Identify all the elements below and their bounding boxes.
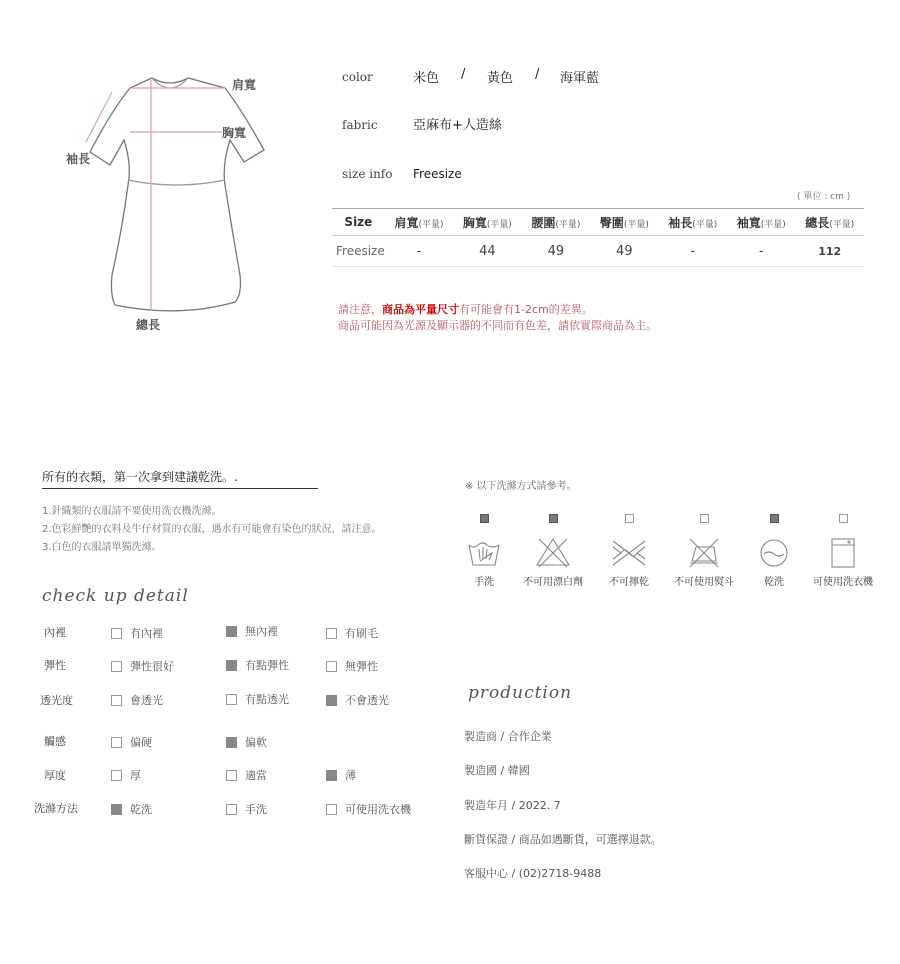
option-medium: 適當	[226, 767, 267, 783]
table-cell: 44	[453, 236, 521, 267]
header-length: 總長(平量)	[795, 209, 864, 236]
wash-label: 不可用漂白劑	[523, 577, 583, 588]
checkbox	[111, 695, 122, 706]
unit-note: ( 單位 : cm )	[797, 192, 851, 202]
length-label: 總長	[136, 318, 161, 332]
checkbox	[326, 628, 337, 639]
header-sleeve: 袖長(平量)	[659, 209, 727, 236]
fabric-label: fabric	[342, 118, 378, 132]
wash-item-no-iron	[666, 514, 742, 588]
care-line: 2.色彩鮮艷的衣料及牛仔材質的衣服，遇水有可能會有染色的狀況，請注意。	[42, 524, 382, 535]
color-option: 黃色	[487, 71, 514, 86]
care-line: 1.針織類的衣服請不要使用洗衣機洗滌。	[42, 506, 222, 517]
checkbox	[111, 661, 122, 672]
dry-clean-icon	[756, 537, 792, 569]
color-label: color	[342, 70, 373, 84]
check-detail-title: check up detail	[42, 586, 189, 606]
no-bleach-icon	[535, 537, 571, 569]
color-note: 商品可能因為光源及顯示器的不同而有色差，請依實際商品為主。	[338, 319, 657, 332]
option-thin: 薄	[326, 767, 356, 783]
checkbox-checked	[226, 626, 237, 637]
color-values	[413, 67, 599, 86]
checkbox-checked	[326, 770, 337, 781]
checkbox-checked	[770, 514, 779, 523]
chest-label: 胸寬	[222, 126, 247, 140]
checkbox	[839, 514, 848, 523]
separator: /	[535, 67, 540, 82]
checkbox-checked	[111, 804, 122, 815]
row-label-transparency: 透光度	[40, 694, 73, 707]
checkbox	[326, 661, 337, 672]
checkbox	[700, 514, 709, 523]
option-brushed: 有刷毛	[326, 625, 378, 641]
row-label-washing: 洗滌方法	[34, 802, 78, 815]
checkbox	[111, 628, 122, 639]
wash-label: 不可擰乾	[609, 577, 649, 588]
fabric-value: 亞麻布+人造絲	[413, 118, 502, 133]
wash-label: 手洗	[474, 577, 494, 588]
checkbox	[226, 694, 237, 705]
checkbox	[111, 737, 122, 748]
option-very-elastic: 彈性很好	[111, 658, 174, 674]
care-title: 所有的衣類，第一次拿到建議乾洗。.	[42, 468, 318, 489]
wash-item-no-bleach	[515, 514, 591, 588]
wash-item-dry-clean	[736, 514, 812, 588]
header-size: Size	[332, 209, 385, 236]
color-option: 米色	[413, 71, 440, 86]
no-iron-icon	[686, 537, 722, 569]
option-not-see-through: 不會透光	[326, 692, 389, 708]
option-some-elastic: 有點彈性	[226, 657, 289, 673]
option-hand-wash: 手洗	[226, 801, 267, 817]
checkbox-checked	[480, 514, 489, 523]
size-table	[332, 208, 864, 267]
wash-item-hand-wash	[446, 514, 522, 588]
production-line: 斷貨保證 / 商品如遇斷貨，可選擇退款。	[464, 833, 662, 846]
header-hip: 臀圍(平量)	[590, 209, 658, 236]
checkbox	[326, 804, 337, 815]
production-line: 製造國 / 韓國	[464, 764, 530, 777]
color-option: 海軍藍	[560, 71, 600, 86]
option-slightly-see-through: 有點透光	[226, 691, 289, 707]
shoulder-label: 肩寬	[232, 78, 257, 92]
table-cell: 112	[795, 236, 864, 267]
option-see-through: 會透光	[111, 692, 163, 708]
row-label-thickness: 厚度	[44, 769, 66, 782]
washing-machine-icon	[825, 537, 861, 569]
option-dry-clean: 乾洗	[111, 801, 152, 817]
wash-label: 可使用洗衣機	[813, 577, 873, 588]
header-sleeve-width: 袖寬(平量)	[727, 209, 795, 236]
row-label-elasticity: 彈性	[44, 659, 66, 672]
production-line: 製造商 / 合作企業	[464, 730, 552, 743]
row-label-touch: 觸感	[44, 735, 66, 748]
production-title: production	[468, 683, 573, 703]
checkbox-checked	[549, 514, 558, 523]
header-chest: 胸寬(平量)	[453, 209, 521, 236]
option-has-lining: 有內裡	[111, 625, 163, 641]
size-info-label: size info	[342, 167, 393, 181]
wash-item-no-wring	[591, 514, 667, 588]
table-cell: 49	[522, 236, 590, 267]
row-label-lining: 內裡	[44, 626, 66, 639]
wash-label: 不可使用熨斗	[674, 577, 734, 588]
care-line: 3.白色的衣服請單獨洗滌。	[42, 542, 162, 553]
checkbox	[111, 770, 122, 781]
measurement-note: 請注意，商品為平量尺寸有可能會有1-2cm的差異。	[338, 303, 593, 316]
option-firm: 偏硬	[111, 734, 152, 750]
size-value: Freesize	[413, 167, 462, 181]
dress-measurement-diagram	[60, 70, 280, 340]
option-no-elastic: 無彈性	[326, 658, 378, 674]
size-table-header	[332, 209, 864, 236]
option-machine-wash: 可使用洗衣機	[326, 801, 411, 817]
checkbox	[226, 770, 237, 781]
table-cell: -	[659, 236, 727, 267]
option-thick: 厚	[111, 767, 141, 783]
checkbox	[226, 804, 237, 815]
checkbox	[625, 514, 634, 523]
table-cell: -	[727, 236, 795, 267]
header-shoulder: 肩寬(平量)	[385, 209, 453, 236]
checkbox-checked	[326, 695, 337, 706]
hand-wash-icon	[466, 537, 502, 569]
wash-label: 乾洗	[764, 577, 784, 588]
table-row	[332, 236, 864, 267]
table-cell: Freesize	[332, 236, 385, 267]
header-waist: 腰圍(平量)	[522, 209, 590, 236]
sleeve-label: 袖長	[66, 152, 91, 166]
table-cell: 49	[590, 236, 658, 267]
option-soft: 偏軟	[226, 734, 267, 750]
checkbox-checked	[226, 660, 237, 671]
separator: /	[461, 67, 466, 82]
wash-item-machine-wash	[805, 514, 881, 588]
table-cell: -	[385, 236, 453, 267]
production-line: 製造年月 / 2022. 7	[464, 799, 561, 812]
wash-note: ※ 以下洗滌方式請參考。	[465, 481, 577, 492]
production-line: 客服中心 / (02)2718-9488	[464, 867, 602, 880]
option-no-lining: 無內裡	[226, 623, 278, 639]
no-wring-icon	[609, 537, 649, 569]
checkbox-checked	[226, 737, 237, 748]
